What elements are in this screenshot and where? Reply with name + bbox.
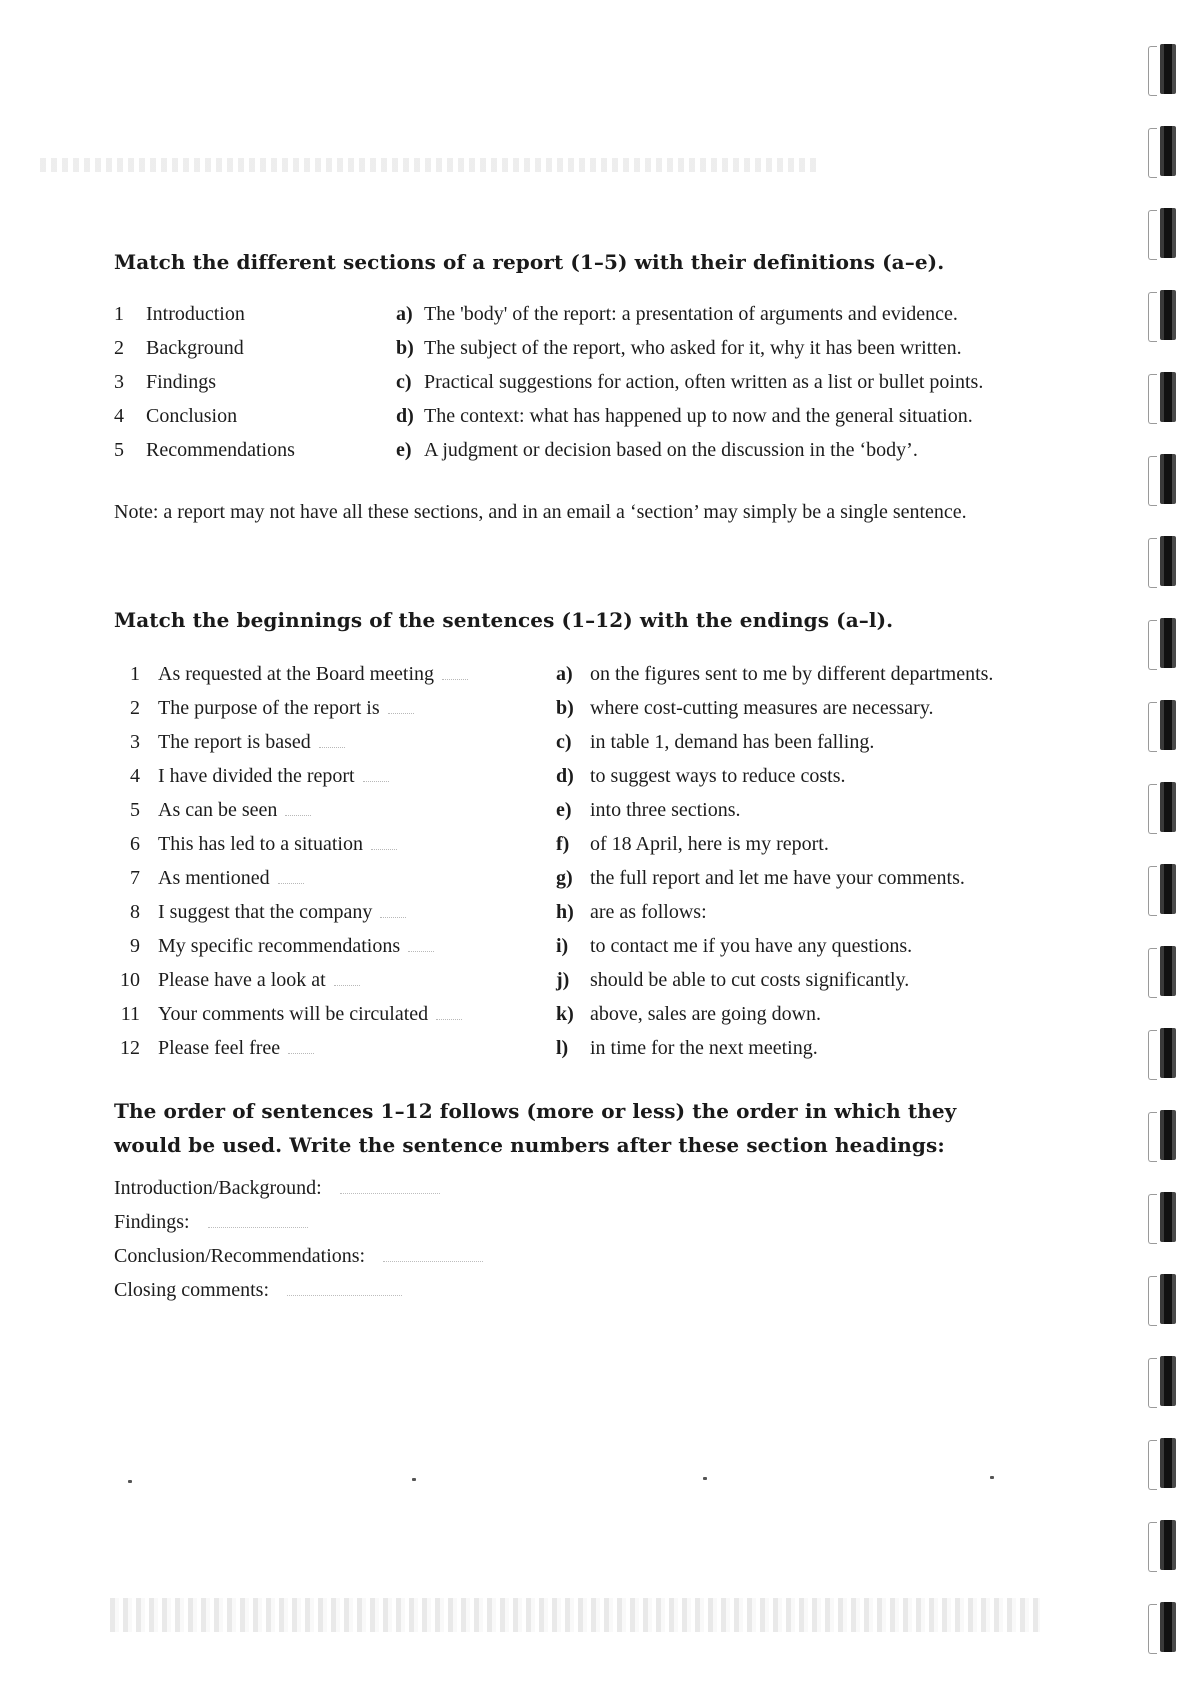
item-number: 9 <box>130 935 140 957</box>
item-number: 12 <box>120 1037 140 1059</box>
list-item <box>114 303 1054 335</box>
sentence-beginning: The report is based <box>158 731 345 754</box>
item-number: 4 <box>130 765 140 787</box>
ending-letter: i) <box>556 935 569 957</box>
sentence-ending: in table 1, demand has been falling. <box>590 731 875 753</box>
definition-letter: e) <box>396 439 412 461</box>
ending-letter: a) <box>556 663 573 685</box>
binding-ring <box>1160 1110 1176 1160</box>
item-number: 3 <box>114 371 124 393</box>
ending-letter: k) <box>556 1003 574 1025</box>
sentence-beginning: Please feel free <box>158 1037 314 1060</box>
item-number: 11 <box>120 1003 140 1025</box>
sentence-beginning: As requested at the Board meeting <box>158 663 468 686</box>
ending-letter: l) <box>556 1037 569 1059</box>
exercise-2-instruction: Match the beginnings of the sentences (1–12) with the endings (a–l). <box>114 608 894 632</box>
binding-ring <box>1160 372 1176 422</box>
ending-letter: j) <box>556 969 570 991</box>
list-item <box>114 371 1054 403</box>
exercise-1-instruction: Match the different sections of a report (1–5) with their definitions (a–e). <box>114 250 945 274</box>
answer-blank[interactable] <box>287 1281 402 1296</box>
item-number: 4 <box>114 405 124 427</box>
scan-speck <box>128 1480 132 1483</box>
heading-label: Findings: <box>114 1211 190 1233</box>
sentence-ending: above, sales are going down. <box>590 1003 822 1025</box>
binding-ring <box>1160 1356 1176 1406</box>
item-number: 2 <box>130 697 140 719</box>
list-item <box>114 731 1064 763</box>
sentence-ending: in time for the next meeting. <box>590 1037 818 1059</box>
list-item <box>114 1003 1064 1035</box>
item-number: 6 <box>130 833 140 855</box>
item-number: 8 <box>130 901 140 923</box>
binding-ring <box>1160 782 1176 832</box>
heading-label: Closing comments: <box>114 1279 269 1301</box>
exercise-1-note: Note: a report may not have all these sections, and in an email a ‘section’ may simply be a single sentence. <box>114 501 967 523</box>
ending-letter: f) <box>556 833 570 855</box>
sentence-ending: are as follows: <box>590 901 707 923</box>
sentence-ending: of 18 April, here is my report. <box>590 833 829 855</box>
binding-ring <box>1160 1438 1176 1488</box>
definition-letter: a) <box>396 303 413 325</box>
sentence-ending: into three sections. <box>590 799 741 821</box>
list-item <box>114 799 1064 831</box>
spiral-binding <box>1144 30 1184 1670</box>
binding-ring <box>1160 208 1176 258</box>
sentence-beginning: This has led to a situation <box>158 833 397 856</box>
faded-header-text <box>40 158 820 172</box>
answer-line-closing-comments <box>114 1279 402 1311</box>
binding-ring <box>1160 290 1176 340</box>
answer-line-findings <box>114 1211 308 1243</box>
heading-label: Conclusion/Recommendations: <box>114 1245 366 1267</box>
item-number: 1 <box>114 303 124 325</box>
sentence-ending: the full report and let me have your comments. <box>590 867 965 889</box>
sentence-beginning: I suggest that the company <box>158 901 406 924</box>
ending-letter: e) <box>556 799 572 821</box>
section-term: Background <box>146 337 244 359</box>
section-term: Findings <box>146 371 217 393</box>
item-number: 7 <box>130 867 140 889</box>
item-number: 1 <box>130 663 140 685</box>
list-item <box>114 765 1064 797</box>
binding-ring <box>1160 700 1176 750</box>
sentence-beginning: I have divided the report <box>158 765 389 788</box>
ending-letter: b) <box>556 697 574 719</box>
definition-text: Practical suggestions for action, often written as a list or bullet points. <box>424 371 984 393</box>
scan-speck <box>990 1476 994 1479</box>
list-item <box>114 867 1064 899</box>
answer-blank[interactable] <box>208 1213 308 1228</box>
sentence-beginning: The purpose of the report is <box>158 697 414 720</box>
scan-speck <box>412 1478 416 1481</box>
binding-ring <box>1160 1028 1176 1078</box>
sentence-ending: where cost-cutting measures are necessary. <box>590 697 934 719</box>
sentence-ending: should be able to cut costs significantly. <box>590 969 910 991</box>
sentence-ending: to suggest ways to reduce costs. <box>590 765 846 787</box>
list-item <box>114 405 1054 437</box>
answer-blank[interactable] <box>340 1179 440 1194</box>
ending-letter: h) <box>556 901 574 923</box>
section-term: Conclusion <box>146 405 238 427</box>
sentence-beginning: As mentioned <box>158 867 304 890</box>
binding-ring <box>1160 618 1176 668</box>
sentence-beginning: Your comments will be circulated <box>158 1003 462 1026</box>
binding-ring <box>1160 1602 1176 1652</box>
sentence-ending: to contact me if you have any questions. <box>590 935 913 957</box>
item-number: 5 <box>114 439 124 461</box>
item-number: 3 <box>130 731 140 753</box>
sentence-beginning: Please have a look at <box>158 969 360 992</box>
list-item <box>114 935 1064 967</box>
list-item <box>114 833 1064 865</box>
item-number: 2 <box>114 337 124 359</box>
list-item <box>114 439 1054 471</box>
definition-text: The subject of the report, who asked for it, why it has been written. <box>424 337 962 359</box>
binding-ring <box>1160 454 1176 504</box>
answer-line-conclusion-recommendations <box>114 1245 483 1277</box>
definition-letter: b) <box>396 337 414 359</box>
scan-speck <box>703 1477 707 1480</box>
binding-ring <box>1160 126 1176 176</box>
definition-text: The context: what has happened up to now and the general situation. <box>424 405 973 427</box>
definition-text: The 'body' of the report: a presentation of arguments and evidence. <box>424 303 958 325</box>
heading-label: Introduction/Background: <box>114 1177 322 1199</box>
list-item <box>114 663 1064 695</box>
exercise-3-instruction: The order of sentences 1–12 follows (more or less) the order in which they would be used. Write the sentence numbers after these section headings: <box>114 1099 957 1157</box>
binding-ring <box>1160 946 1176 996</box>
item-number: 5 <box>130 799 140 821</box>
item-number: 10 <box>120 969 140 991</box>
binding-ring <box>1160 864 1176 914</box>
definition-letter: c) <box>396 371 412 393</box>
list-item <box>114 697 1064 729</box>
definition-text: A judgment or decision based on the discussion in the ‘body’. <box>424 439 918 461</box>
list-item <box>114 337 1054 369</box>
list-item <box>114 1037 1064 1069</box>
sentence-beginning: As can be seen <box>158 799 311 822</box>
answer-blank[interactable] <box>383 1247 483 1262</box>
ending-letter: c) <box>556 731 572 753</box>
binding-ring <box>1160 1520 1176 1570</box>
faded-footer-text <box>110 1598 1040 1632</box>
list-item <box>114 969 1064 1001</box>
section-term: Introduction <box>146 303 245 325</box>
list-item <box>114 901 1064 933</box>
binding-ring <box>1160 1192 1176 1242</box>
section-term: Recommendations <box>146 439 295 461</box>
sentence-ending: on the figures sent to me by different departments. <box>590 663 994 685</box>
definition-letter: d) <box>396 405 414 427</box>
binding-ring <box>1160 44 1176 94</box>
sentence-beginning: My specific recommendations <box>158 935 434 958</box>
answer-line-introduction-background <box>114 1177 440 1209</box>
ending-letter: g) <box>556 867 573 889</box>
ending-letter: d) <box>556 765 574 787</box>
binding-ring <box>1160 1274 1176 1324</box>
binding-ring <box>1160 536 1176 586</box>
